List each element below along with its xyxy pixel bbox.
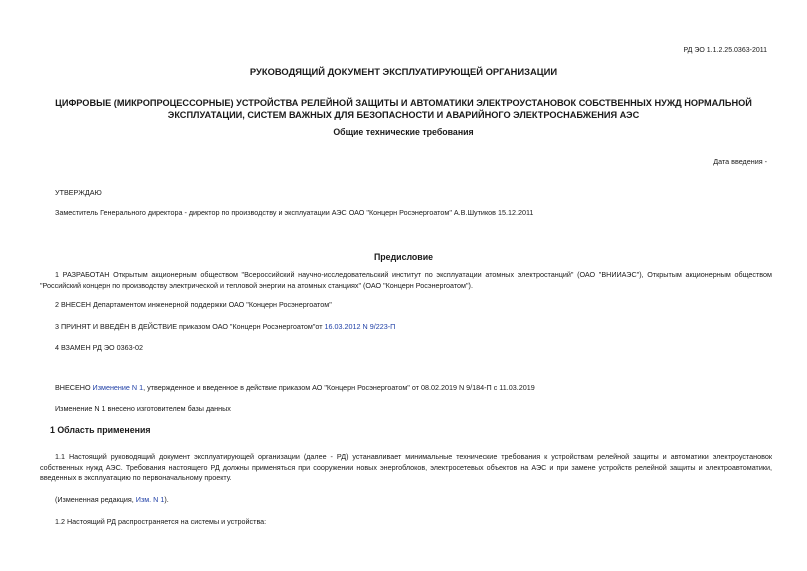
- amendment-link[interactable]: Изменение N 1: [92, 383, 144, 392]
- introduction-date: Дата введения -: [713, 157, 767, 166]
- preface-paragraph-3: [55, 322, 395, 332]
- edited-note: [55, 495, 169, 505]
- change-link[interactable]: Изм. N 1: [135, 495, 165, 504]
- order-link[interactable]: 16.03.2012 N 9/223-П: [324, 322, 396, 331]
- document-title: РУКОВОДЯЩИЙ ДОКУМЕНТ ЭКСПЛУАТИРУЮЩЕЙ ОРГАНИЗАЦИИ: [249, 66, 558, 77]
- section-1-paragraph-1: 1.1 Настоящий руководящий документ эксплуатирующей организации (далее - РД) устанавливает минимальные технические требования к устройствам релейной защиты и автоматики электроустановок собственных нужд АЭС. Требования настоящего РД должны применяться при сооружении новых энергоблоков, электросетевых объектов на АЭС и при замене устройств релейной защиты и электроавтоматики, введенных в эксплуатацию по первоначальному проекту.: [40, 452, 772, 482]
- document-requirements-title: Общие технические требования: [333, 127, 474, 137]
- amendment-note: Изменение N 1 внесено изготовителем базы данных: [55, 404, 231, 413]
- preface-paragraph-2: 2 ВНЕСЕН Департаментом инженерной поддержки ОАО "Концерн Росэнергоатом": [55, 300, 332, 309]
- preface-paragraph-4: 4 ВЗАМЕН РД ЭО 0363-02: [55, 343, 143, 352]
- amendment-line: [55, 383, 535, 393]
- preface-paragraph-3-text: 3 ПРИНЯТ И ВВЕДЁН В ДЕЙСТВИЕ приказом ОАО "Концерн Росэнергоатом"от: [55, 322, 325, 331]
- document-subtitle: ЦИФРОВЫЕ (МИКРОПРОЦЕССОРНЫЕ) УСТРОЙСТВА РЕЛЕЙНОЙ ЗАЩИТЫ И АВТОМАТИКИ ЭЛЕКТРОУСТАНОВОК СОБСТВЕННЫХ НУЖД НОРМАЛЬНОЙ ЭКСПЛУАТАЦИИ, СИСТЕМ ВАЖНЫХ ДЛЯ БЕЗОПАСНОСТИ И АВАРИЙНОГО ЭЛЕКТРОСНАБЖЕНИЯ АЭС: [55, 98, 752, 120]
- preface-paragraph-1: 1 РАЗРАБОТАН Открытым акционерным обществом "Всероссийский научно-исследовательский институт по эксплуатации атомных электростанций" (ОАО "ВНИИАЭС"), Открытым акционерным обществом "Российский концерн по производству электрической и тепловой энергии на атомных станциях" (ОАО "Концерн Росэнергоатом").: [40, 270, 772, 290]
- preface-heading: Предисловие: [373, 252, 434, 262]
- amendment-suffix: , утвержденное и введенное в действие приказом АО "Концерн Росэнергоатом" от 08.02.2019 N 9/184-П с 11.03.2019: [143, 383, 535, 392]
- edited-note-prefix: (Измененная редакция,: [55, 495, 136, 504]
- section-1-paragraph-2: 1.2 Настоящий РД распространяется на системы и устройства:: [55, 517, 267, 526]
- approver-line: Заместитель Генерального директора - директор по производству и эксплуатации АЭС ОАО "Концерн Росэнергоатом" А.В.Шутиков 15.12.2011: [55, 208, 534, 217]
- document-code: РД ЭО 1.1.2.25.0363-2011: [683, 47, 767, 54]
- section-1-heading: 1 Область применения: [50, 425, 151, 435]
- amendment-prefix: ВНЕСЕНО: [55, 383, 93, 392]
- edited-note-suffix: ).: [164, 495, 169, 504]
- approve-label: УТВЕРЖДАЮ: [55, 188, 102, 197]
